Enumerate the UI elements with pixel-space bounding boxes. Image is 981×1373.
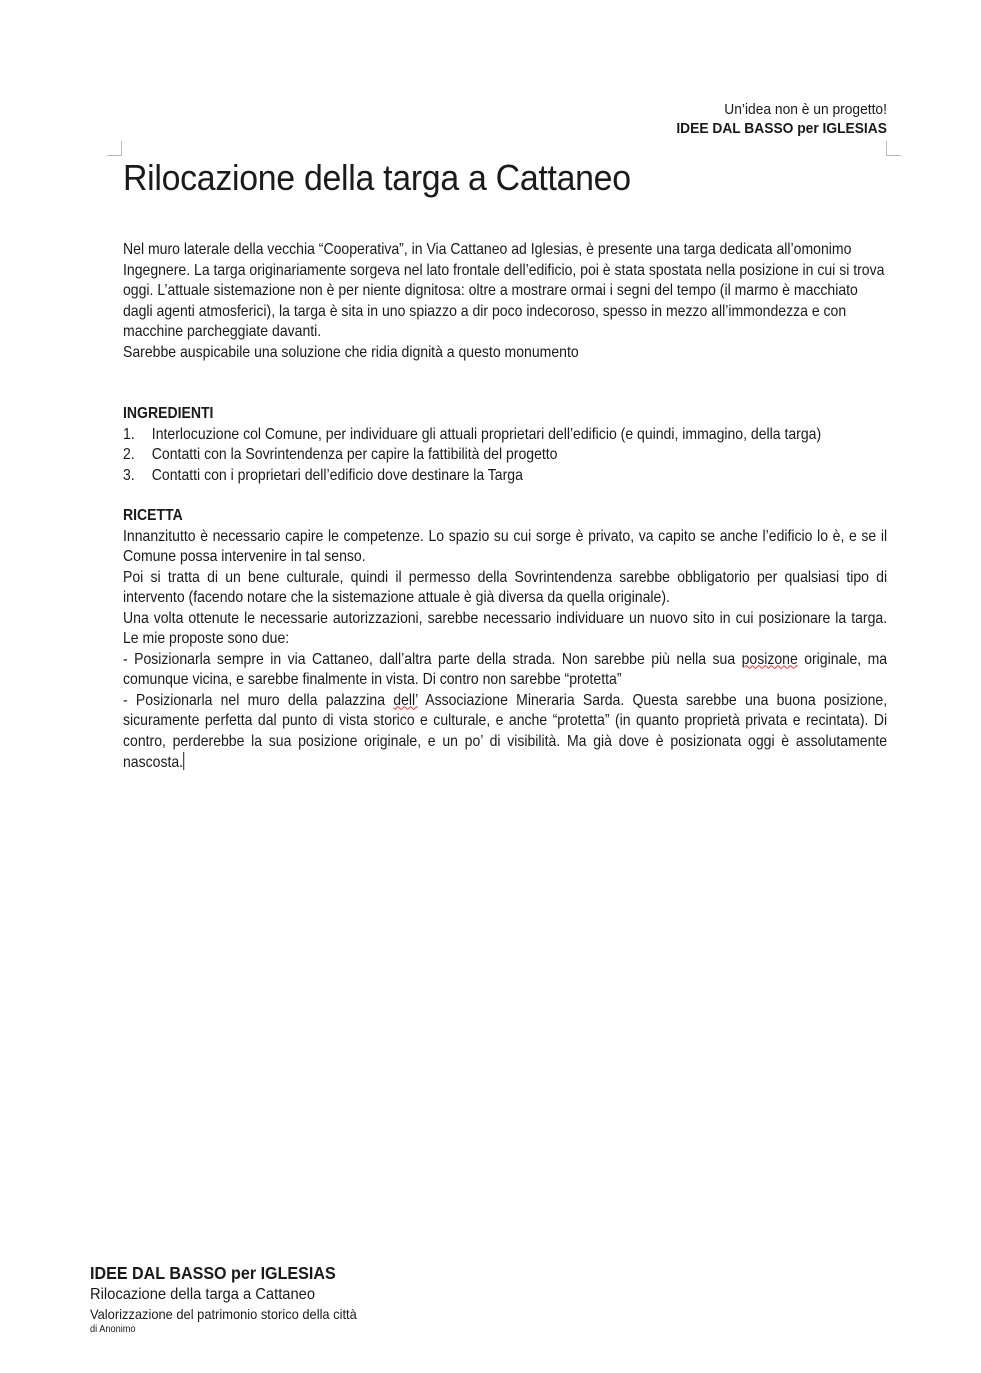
footer-subtitle: Valorizzazione del patrimonio storico della città [90,1306,357,1322]
document-title[interactable]: Rilocazione della targa a Cattaneo [123,157,631,198]
proposal-2-text-end: Associazione Mineraria Sarda. Questa sarebbe una buona posizione, sicuramente perfetta dal punto di vista storico e culturale, e anche “protetta” (in quanto proprietà privata e recintata). Di contro, perderebbe la sua posizione originale, e un po’ di visibilità. Ma già dove è posizionata oggi è assolutamente nascosta. [123,691,888,771]
recipe-paragraph-2[interactable]: Poi si tratta di un bene culturale, quindi il permesso della Sovrintendenza sarebbe obbligatorio per qualsiasi tipo di intervento (facendo notare che la sistemazione attuale è già diversa da quella originale). [123,568,888,606]
recipe-heading[interactable]: RICETTA [123,507,183,524]
ingredients-list [123,425,887,487]
list-item-number: 2. [123,446,135,463]
list-item-number: 3. [123,466,135,484]
proposal-1-text-end: originale, ma comunque vicina, e sarebbe finalmente in vista. Di contro non sarebbe “protetta” [123,650,888,688]
list-item-text: Interlocuzione col Comune, per individuare gli attuali proprietari dell’edificio (e quindi, immagino, della targa) [151,425,822,443]
intro-closing[interactable]: Sarebbe auspicabile una soluzione che ridia dignità a questo monumento [123,343,579,361]
page-footer [90,1262,357,1337]
spelling-error-underline[interactable]: posizone [741,650,798,668]
header-brand: IDEE DAL BASSO per IGLESIAS [676,120,887,137]
proposal-2-text-start: - Posizionarla nel muro della palazzina [123,691,394,709]
recipe-proposal-1[interactable] [123,650,887,691]
proposal-1-text-start: - Posizionarla sempre in via Cattaneo, dall’altra parte della strada. Non sarebbe più nella sua [123,650,742,668]
recipe-section [123,506,887,774]
recipe-paragraph-3[interactable]: Una volta ottenute le necessarie autorizzazioni, sarebbe necessario individuare un nuovo sito in cui posizionare la targa. Le mie proposte sono due: [123,609,888,647]
recipe-proposal-2[interactable] [123,691,887,774]
footer-author: di Anonimo [90,1324,136,1335]
intro-paragraph[interactable]: Nel muro laterale della vecchia “Cooperativa”, in Via Cattaneo ad Iglesias, è presente una targa dedicata all’omonimo Ingegnere. La targa originariamente sorgeva nel lato frontale dell’edificio, poi è stata spostata nella posizione in cui si trova oggi. L’attuale sistemazione non è per niente dignitosa: oltre a mostrare ormai i segni del tempo (il marmo è macchiato dagli agenti atmosferici), la targa è sita in uno spiazzo a dir poco indecoroso, spesso in mezzo all’immondezza e con macchine parcheggiate davanti. [123,241,885,340]
list-item[interactable] [123,466,887,487]
footer-brand: IDEE DAL BASSO per IGLESIAS [90,1263,336,1283]
crop-mark-top-right [886,141,901,156]
ingredients-heading[interactable]: INGREDIENTI [123,405,214,422]
list-item-text: Contatti con i proprietari dell’edificio dove destinare la Targa [151,466,523,484]
crop-mark-top-left [107,141,122,156]
recipe-paragraph-1[interactable]: Innanzitutto è necessario capire le competenze. Lo spazio su cui sorge è privato, va capito se anche l’edificio lo è, e se il Comune possa intervenire in tal senso. [123,527,888,565]
list-item-text: Contatti con la Sovrintendenza per capire la fattibilità del progetto [151,446,558,463]
page-header [676,100,887,138]
list-item[interactable] [123,425,887,446]
footer-title: Rilocazione della targa a Cattaneo [90,1286,316,1303]
list-item-number: 1. [123,425,135,443]
spelling-error-underline[interactable]: dell’ [393,691,418,709]
list-item[interactable] [123,445,887,466]
text-cursor [183,752,184,770]
header-tagline: Un’idea non è un progetto! [724,101,887,118]
document-body[interactable] [123,240,887,774]
